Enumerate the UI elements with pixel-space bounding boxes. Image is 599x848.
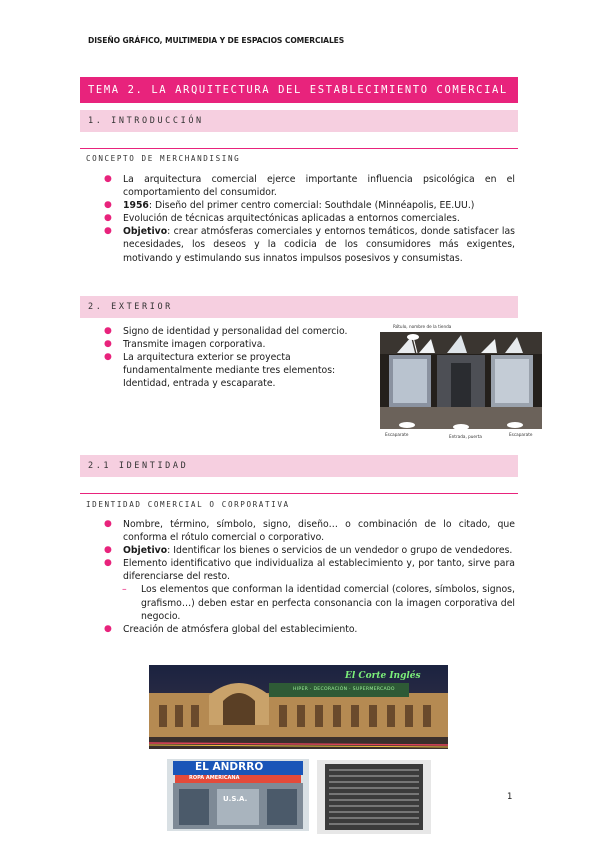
storefront-photo xyxy=(377,323,545,442)
bullet-icon: ● xyxy=(104,200,112,211)
list-item: ● La arquitectura exterior se proyecta fundamentalmente mediante tres elementos: Identidad, entrada y escaparate. xyxy=(104,352,336,390)
bullet-icon: ● xyxy=(104,558,112,569)
corte-ingles-subsign: HIPER · DECORACIÓN · SUPERMERCADO xyxy=(293,687,395,692)
list-item: ● Elemento identificativo que individualiza al establecimiento y, por tanto, sirve para diferenciarse del resto. xyxy=(104,558,515,583)
subhead-identidad-comercial: IDENTIDAD COMERCIAL O CORPORATIVA xyxy=(86,500,290,509)
bullet-icon: ● xyxy=(104,352,112,363)
dash-icon: – xyxy=(122,584,127,596)
figure-label-sign: Rótulo, nombre de la tienda xyxy=(393,324,452,329)
bullet-icon: ● xyxy=(104,623,112,634)
sub-list-item: – Los elementos que conforman la identidad comercial (colores, símbolos, signos, grafismo…) deben estar en perfecta consonancia con la imagen corporativa del negocio. xyxy=(122,584,515,622)
list-item: ● Evolución de técnicas arquitectónicas aplicadas a entornos comerciales. xyxy=(104,213,460,225)
list-item: ● Transmite imagen corporativa. xyxy=(104,339,266,351)
bullet-icon: ● xyxy=(104,339,112,350)
list-item: ● Objetivo: Identificar los bienes o servicios de un vendedor o grupo de vendedores. xyxy=(104,545,513,557)
figure-label-escaparate-left: Escaparate xyxy=(385,432,409,437)
andrro-usa-label: U.S.A. xyxy=(223,795,248,803)
page-number: 1 xyxy=(507,792,513,802)
intro-bullet-list xyxy=(104,173,515,265)
bullet-icon: ● xyxy=(104,326,112,336)
identidad-bullet-list xyxy=(104,518,515,636)
divider-rule xyxy=(80,493,518,494)
divider-rule xyxy=(80,148,518,149)
tema-title-bar: TEMA 2. LA ARQUITECTURA DEL ESTABLECIMIENTO COMERCIAL xyxy=(80,77,518,103)
metal-shutter xyxy=(317,760,431,834)
andrro-subsign: ROPA AMERICANA xyxy=(189,775,240,781)
section-intro-title: 1. INTRODUCCIÓN xyxy=(80,110,518,132)
bullet-icon: ● xyxy=(104,213,112,224)
figure-label-entrada: Entrada, puerta xyxy=(449,434,482,439)
corte-ingles-sign: El Corte Inglés xyxy=(345,671,421,681)
section-identidad-title: 2.1 IDENTIDAD xyxy=(80,455,518,477)
storefront-figure xyxy=(377,323,545,442)
list-item: ● Objetivo: crear atmósferas comerciales y entornos temáticos, donde satisfacer las necesidades, los deseos y la codicia de los consumidores más exigentes, motivando y estimulando sus innatos impulsos posesivos y consumistas. xyxy=(104,226,515,264)
shutter-photo xyxy=(317,760,431,834)
exterior-bullet-list xyxy=(104,325,372,390)
bullet-icon: ● xyxy=(104,545,112,556)
section-exterior-title: 2. EXTERIOR xyxy=(80,296,518,318)
andrro-sign: EL ANDRRO xyxy=(195,761,264,773)
bullet-icon: ● xyxy=(104,174,112,184)
corte-ingles-photo xyxy=(149,665,448,749)
bullet-icon: ● xyxy=(104,226,112,237)
list-item: ● Signo de identidad y personalidad del comercio. xyxy=(104,326,348,337)
andrro-store-photo xyxy=(167,759,309,831)
subhead-merchandising: CONCEPTO DE MERCHANDISING xyxy=(86,154,241,163)
bullet-icon: ● xyxy=(104,519,112,529)
figure-label-escaparate-right: Escaparate xyxy=(509,432,533,437)
document-header: DISEÑO GRÁFICO, MULTIMEDIA Y DE ESPACIOS COMERCIALES xyxy=(88,36,345,45)
list-item: ● 1956: Diseño del primer centro comercial: Southdale (Minnéapolis, EE.UU.) xyxy=(104,200,475,212)
list-item: ● Nombre, término, símbolo, signo, diseño… o combinación de lo citado, que conforma el rótulo comercial o corporativo. xyxy=(104,519,515,544)
list-item: ● La arquitectura comercial ejerce importante influencia psicológica en el comportamiento del consumidor. xyxy=(104,174,515,199)
list-item: ● Creación de atmósfera global del establecimiento. xyxy=(104,623,358,635)
